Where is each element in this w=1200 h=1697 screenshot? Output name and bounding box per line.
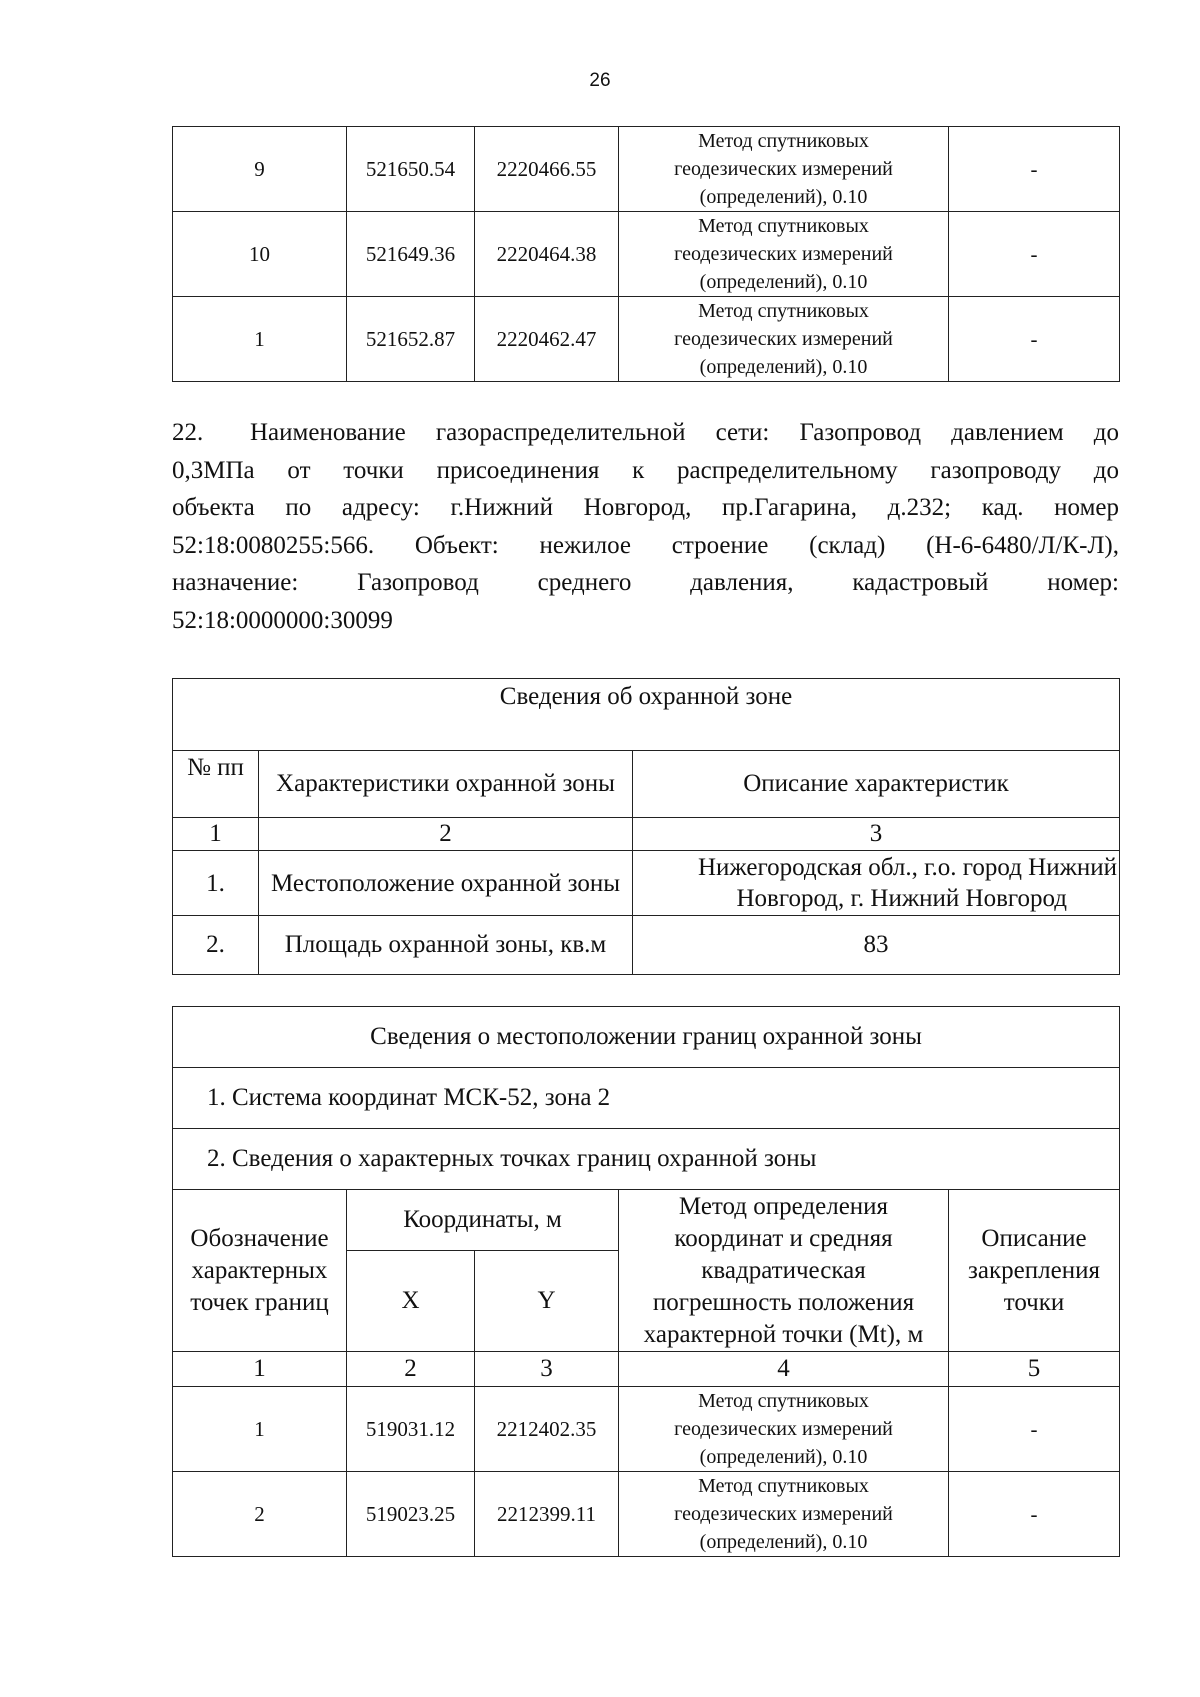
method-line: (определений), 0.10 bbox=[699, 271, 868, 293]
paragraph-line: назначение: Газопровод среднего давления, кадастровый номер: bbox=[172, 569, 1119, 596]
row-number: 1. bbox=[173, 851, 259, 916]
coordinate-x: 521649.36 bbox=[347, 212, 475, 297]
characteristic-name: Площадь охранной зоны, кв.м bbox=[259, 916, 633, 975]
table-row bbox=[173, 1387, 1120, 1472]
method-cell bbox=[619, 212, 949, 297]
point-designation: 1 bbox=[173, 1387, 347, 1472]
fixing-description: - bbox=[949, 1472, 1120, 1557]
method-cell: Метод спутниковых геодезических измерений (определений), 0.10 bbox=[619, 1387, 949, 1472]
characteristic-value: 83 bbox=[633, 916, 1120, 975]
method-line: Метод спутниковых bbox=[698, 300, 869, 322]
coordinate-y: 2212399.11 bbox=[475, 1472, 619, 1557]
points-caption: 2. Сведения о характерных точках границ охранной зоны bbox=[173, 1129, 1120, 1190]
coordinate-x: 519031.12 bbox=[347, 1387, 475, 1472]
table-row bbox=[173, 212, 1120, 297]
method-line: (определений), 0.10 bbox=[699, 356, 868, 378]
coordinate-system: 1. Система координат МСК-52, зона 2 bbox=[173, 1068, 1120, 1129]
column-header-designation: Обозначение характерных точек границ bbox=[173, 1190, 347, 1352]
coordinate-y: 2220466.55 bbox=[475, 127, 619, 212]
point-designation: 10 bbox=[173, 212, 347, 297]
paragraph-line: объекта по адресу: г.Нижний Новгород, пр.Гагарина, д.232; кад. номер bbox=[172, 494, 1119, 521]
fixing-description: - bbox=[949, 212, 1120, 297]
column-header-method: Метод определения координат и средняя квадратическая погрешность положения характерной точки (Mt), м bbox=[619, 1190, 949, 1352]
column-header-fixing: Описание закрепления точки bbox=[949, 1190, 1120, 1352]
method-line: геодезических измерений bbox=[674, 158, 893, 180]
column-index: 3 bbox=[633, 818, 1120, 851]
table-row bbox=[173, 851, 1120, 916]
method-cell bbox=[619, 127, 949, 212]
coordinate-x: 521652.87 bbox=[347, 297, 475, 382]
protection-zone-table bbox=[172, 678, 1120, 975]
row-number: 2. bbox=[173, 916, 259, 975]
method-line: Метод спутниковых bbox=[698, 215, 869, 237]
coordinate-x: 521650.54 bbox=[347, 127, 475, 212]
table-row bbox=[173, 297, 1120, 382]
column-index: 2 bbox=[347, 1352, 475, 1387]
column-index: 4 bbox=[619, 1352, 949, 1387]
page-number: 26 bbox=[589, 70, 611, 91]
section-paragraph bbox=[172, 414, 1119, 639]
point-designation: 1 bbox=[173, 297, 347, 382]
column-header-characteristics: Характеристики охранной зоны bbox=[259, 751, 633, 818]
paragraph-line: 0,3МПа от точки присоединения к распределительному газопроводу до bbox=[172, 456, 1119, 484]
coordinate-y: 2220462.47 bbox=[475, 297, 619, 382]
column-index: 1 bbox=[173, 818, 259, 851]
characteristic-value: Нижегородская обл., г.о. город Нижний Новгород, г. Нижний Новгород bbox=[633, 851, 1120, 916]
continuation-coordinates-table bbox=[172, 126, 1120, 382]
paragraph-line: 52:18:0080255:566. Объект: нежилое строение (склад) (Н-6-6480/Л/К-Л), bbox=[172, 531, 1119, 559]
point-designation: 2 bbox=[173, 1472, 347, 1557]
table-row bbox=[173, 127, 1120, 212]
column-index: 1 bbox=[173, 1352, 347, 1387]
point-designation: 9 bbox=[173, 127, 347, 212]
column-header-number: № пп bbox=[173, 751, 259, 818]
coordinate-x: 519023.25 bbox=[347, 1472, 475, 1557]
fixing-description: - bbox=[949, 127, 1120, 212]
column-index: 5 bbox=[949, 1352, 1120, 1387]
column-header-x: X bbox=[347, 1251, 475, 1352]
table-caption: Сведения о местоположении границ охранной зоны bbox=[173, 1007, 1120, 1068]
table-caption: Сведения об охранной зоне bbox=[173, 679, 1120, 751]
column-index: 2 bbox=[259, 818, 633, 851]
fixing-description: - bbox=[949, 1387, 1120, 1472]
table-row bbox=[173, 1472, 1120, 1557]
method-cell bbox=[619, 297, 949, 382]
method-line: геодезических измерений bbox=[674, 328, 893, 350]
column-header-y: Y bbox=[475, 1251, 619, 1352]
column-index: 3 bbox=[475, 1352, 619, 1387]
method-line: Метод спутниковых bbox=[698, 130, 869, 152]
table-row bbox=[173, 916, 1120, 975]
paragraph-number: 22. bbox=[172, 419, 204, 446]
column-header-coordinates: Координаты, м bbox=[347, 1190, 619, 1251]
method-cell: Метод спутниковых геодезических измерений (определений), 0.10 bbox=[619, 1472, 949, 1557]
method-line: (определений), 0.10 bbox=[699, 186, 868, 208]
coordinate-y: 2220464.38 bbox=[475, 212, 619, 297]
paragraph-line: 22. Наименование газораспределительной сети: Газопровод давлением до bbox=[172, 414, 1119, 452]
boundary-location-table bbox=[172, 1006, 1120, 1557]
characteristic-name: Местоположение охранной зоны bbox=[259, 851, 633, 916]
coordinate-y: 2212402.35 bbox=[475, 1387, 619, 1472]
method-line: геодезических измерений bbox=[674, 243, 893, 265]
column-header-description: Описание характеристик bbox=[633, 751, 1120, 818]
fixing-description: - bbox=[949, 297, 1120, 382]
paragraph-line: 52:18:0000000:30099 bbox=[172, 606, 393, 634]
